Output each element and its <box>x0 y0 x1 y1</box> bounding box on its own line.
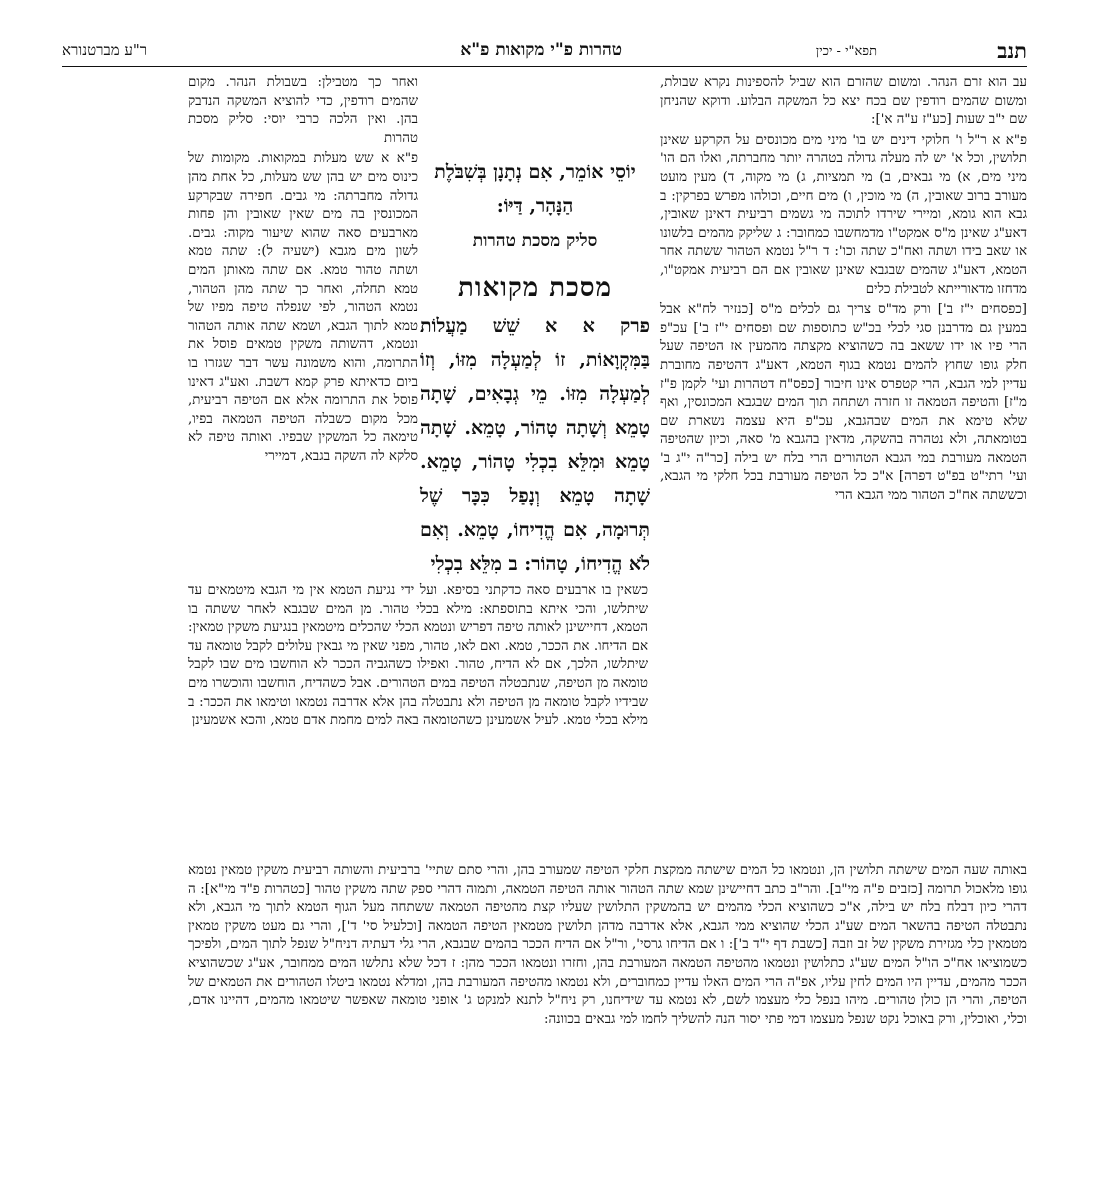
page-number: תנב <box>997 38 1027 63</box>
commentary-paragraph: [כפסחים י"ז ב'] ורק מד"ס צריך גם לכלים מ"ס [כנזיר לח"א אבל במעין גם מדרבנן סגי לכלי בכ"ש כתוספות שם ופסחים י"ז ב'] עכ"פ הרי פיו או ידו ששאב בה כשהוציא מקצתה מהמעין אז הטיפה שעל חלק גופו שחוץ להמים נטמא בגוף הטמא, דאע"ג דהטיפה מחוברת עדיין למי הגבא, הרי קטפרס אינו חיבור [כפס"ח דטהרות ועי' לקמן פ"ז מ"ז] והטיפה הטמאה זו חזרה ושתחה תוך המים שבגבא המכונסין, ואף שלא טימא את המים שבהגבא, עכ"פ היא עצמה נשארת שם בטומאתה, ולא נטהרה בהשקה, מדאין בהגבא מ' סאה, וכיון שהטיפה הטמאה מעורבת במי הגבא הטהורים הרי בלח יש בילה [כר"ה י"ג ב' ועי' רתי"ט בפ"ט דפרה] א"כ כל הטיפה מעורבת בכל חלקי מי הגבא, וכששתה אח"כ הטהור ממי הגבא הרי <box>660 302 1027 504</box>
commentary-left-column <box>188 74 418 468</box>
header-divider <box>62 66 1027 67</box>
mishna-closing-line: הַנָּהָר, דַּיּוֹ: <box>496 195 574 217</box>
commentary-paragraph: פ"א א ר"ל ו' חלוקי דינים יש בו' מיני מים מכונסים על הקרקע שאינן תלושין, וכל א' יש לה מעלה גדולה בטהרה יותר מחברתה, ואלו הם הו' מיני מים, א) מי גבאים, ב) מי תמציות, ג) מי מקוה, ד) מעין מועט מעורב ברוב שאובין, ה) מי מוכין, ו) מים חיים, וכולהו מפרש בפרקין: ב גבא הוא גומא, ומיירי שירדו לתוכה מי גשמים רביעית דאינן שאובין, דאע"ג שאינן מ"ס אמקט"ו מדמחשבו כמחובר: ג שליקק מהמים בלשונו או שאב בידו ושתה ואח"כ שתה וכו': ד ר"ל נטמא הטהור ששתה אחר הטמא, דאע"ג שהמים שבגבא שאינן שאובין אם הם רביעית אמקט"ו, מדחזו מדאורייתא לטבילת כלים <box>660 132 1027 297</box>
commentary-full-width: באותה שעה המים שישתה תלושין הן, ונטמאו כל המים שישתה ממקצת חלקי הטיפה שמעורב בהן, והרי סתם שתיי' ברביעית והשותה רביעית משקין טמאין נטמא גופו מלאכול תרומה [כזבים פ"ה מי"ב]. והר"ב כתב דחיישינן שמא שתה הטהור אותה הטיפה הטמאה, ותמוה דהרי ספק שתה משקין טהור [כטהרות פ"ד מי"א]: ה דהרי כיון דבלח בלח יש בילה, א"כ כשהוציא הכלי מהמים יש בהמשקין התלושין שעליו קצת מהטיפה הטמאה ששתחה מעל הגוף הטמא לתוך מי הגבא, ולא נתבטלה הטיפה בהשאר המים שע"ג הכלי שהוציא ממי הגבא, אלא אדרבה מדהן תלושין מטמאין הטיפה הטמאה [וכלעיל סי' ד'], והרי גם מעט משקין טמאין מטמאין כלי מגזירת משקין של זב וזבה [כשבת דף י"ד ב']: ו אם הדיחו גרסי', ור"ל אם הדיח הככר בהמים שבגבא, הרי גלי דעתיה דניח"ל שנפל לתוך המים, ולפיכך כשמוציאו אח"כ הו"ל המים שע"ג כתלושין ונטמאו מהטיפה הטמאה המעורבת בהן, וחזרו ונטמאו הככר מהן: ז דכל שלא נתלשו המים ממחובר, אע"ג שכשהוציא הככר מהמים, עדיין היו המים לחין עליו, אפ"ה הרי המים האלו עדיין כמחוברים, ולא נטמאו מהטיפה המעורבת בהן, ומדלא נטמאו ביטלו הטהורים את הטמאים של הטיפה, והרי הן כולן טהורים. מיהו בנפל כלי מעצמו לשם, לא נטמא עד שידיחנו, רק ניח"ל לתנא למנקט ג' אופני טומאה שאפשר שיטמאו מהמים, דהיינו אדם, וכלי, ואוכלין, ורק באוכל נקט שנפל מעצמו דמי פתי יסור הנה להשליך לחמו למי גבאים בכוונה: <box>188 863 1027 1027</box>
commentary-left-continuation: כשאין בו ארבעים סאה כדקתני בסיפא. ועל ידי נגיעת הטמא אין מי הגבא מיטמאים עד שיתלשו, והכי איתא בתוספתא: מילא בכלי טהור. מן המים שבגבא לאחר ששתה בו הטמא, דחיישינן לאותה טיפה דפריש ונטמא הכלי שהכלים מיטמאין בנגיעת משקין טמאין: אם הדיחו. את הככר, טמא. ואם לאו, טהור, מפני שאין מי גבאין עלולים לקבל טומאה עד שיתלשו, הלכך, אם לא הדיח, טהור. ואפילו כשהגביה הככר לא הוחשבו מים שבו לקבל טומאה מן הטיפה, שנתבטלה הטיפה במים הטהורים. אבל כשהדיח, הוחשבו והוכשרו מים שבידיו לקבל טומאה מן הטיפה ולא נתבטלה בהן אלא אדרבה נטמאו וטימאו את הככר: ב מילא בכלי טמא. לעיל אשמעינן כשהטומאה באה למים מחמת אדם טמא, והכא אשמעינן <box>188 583 648 729</box>
commentary-paragraph: עב הוא זרם הנהר. ומשום שהזרם הוא שביל להספינות נקרא שבולת, ומשום שהמים רודפין שם בכח יצא כל המשקה הבלוע. ודוקא שהניחן שם י"ב שעות [כע"ז ע"ה א']: <box>660 75 1027 128</box>
running-header <box>62 38 1027 64</box>
mishna-text: פרק א א שֵׁשׁ מַעֲלוֹת בַּמִּקְוָאוֹת, זוֹ לְמַעְלָה מִזּוֹ, וְזוֹ לְמַעְלָה מִזּוֹ. מֵי גְבָאִים, שָׁתָה טָמֵא וְשָׁתָה טָהוֹר, טָמֵא. שָׁתָה טָמֵא וּמִלֵּא בִכְלִי טָהוֹר, טָמֵא. שָׁתָה טָמֵא וְנָפַל כִּכָּר שֶׁל תְּרוּמָה, אִם הֱדִיחוֹ, טָמֵא. וְאִם לֹא הֱדִיחוֹ, טָהוֹר: ב מִלֵּא בִכְלִי <box>420 315 650 575</box>
yachin-label: תפא"י - יכין <box>815 44 877 59</box>
commentary-right-column <box>660 74 1027 508</box>
commentary-paragraph: ואחר כך מטבילן: בשבולת הנהר. מקום שהמים רודפין, כדי להוציא המשקה הנדבק בהן. ואין הלכה כרבי יוסי: סליק מסכת טהרות <box>188 75 418 146</box>
mishna-closing-line: יוֹסֵי אוֹמֵר, אִם נְתָנָן בְּשִׁבֹּלֶת <box>434 161 636 183</box>
tractate-siyum: סליק מסכת טהרות <box>472 231 598 251</box>
new-tractate-title: מסכת מקואות <box>458 273 612 303</box>
tractate-heading: טהרות פ"י מקואות פ"א <box>460 40 622 60</box>
mishna-block <box>420 155 650 581</box>
commentary-paragraph: פ"א א שש מעלות במקואות. מקומות של כינוס מים יש בהן שש מעלות, כל אחת מהן גדולה מחברתה: מי גבים. חפירה שבקרקע המכונסין בה מים שאין שאובין והן פחות מארבעים סאה שהוא שיעור מקוה: גבים. לשון מים מגבא (ישעיה ל): שתה טמא ושתה טהור טמא. אם שתה מאותן המים טמא תחלה, ואחר כך שתה מהן הטהור, נטמא הטהור, לפי שנפלה טיפה מפיו של טמא לתוך הגבא, ושמא שתה אותה הטהור ונטמא, דהשותה משקין טמאים פוסל את התרומה, והוא משמונה עשר דבר שגזרו בו ביום כדאיתא פרק קמא דשבת. ואע"ג דאינו פוסל את התרומה אלא אם הטיפה רביעית, מכל מקום כשבלה הטיפה הטמאה בפיו, טימאה כל המשקין שבפיו. ואותה טיפה לא סלקא לה השקה בגבא, דמיירי <box>188 151 418 464</box>
bartenura-label: ר"ע מברטנורא <box>62 41 148 59</box>
